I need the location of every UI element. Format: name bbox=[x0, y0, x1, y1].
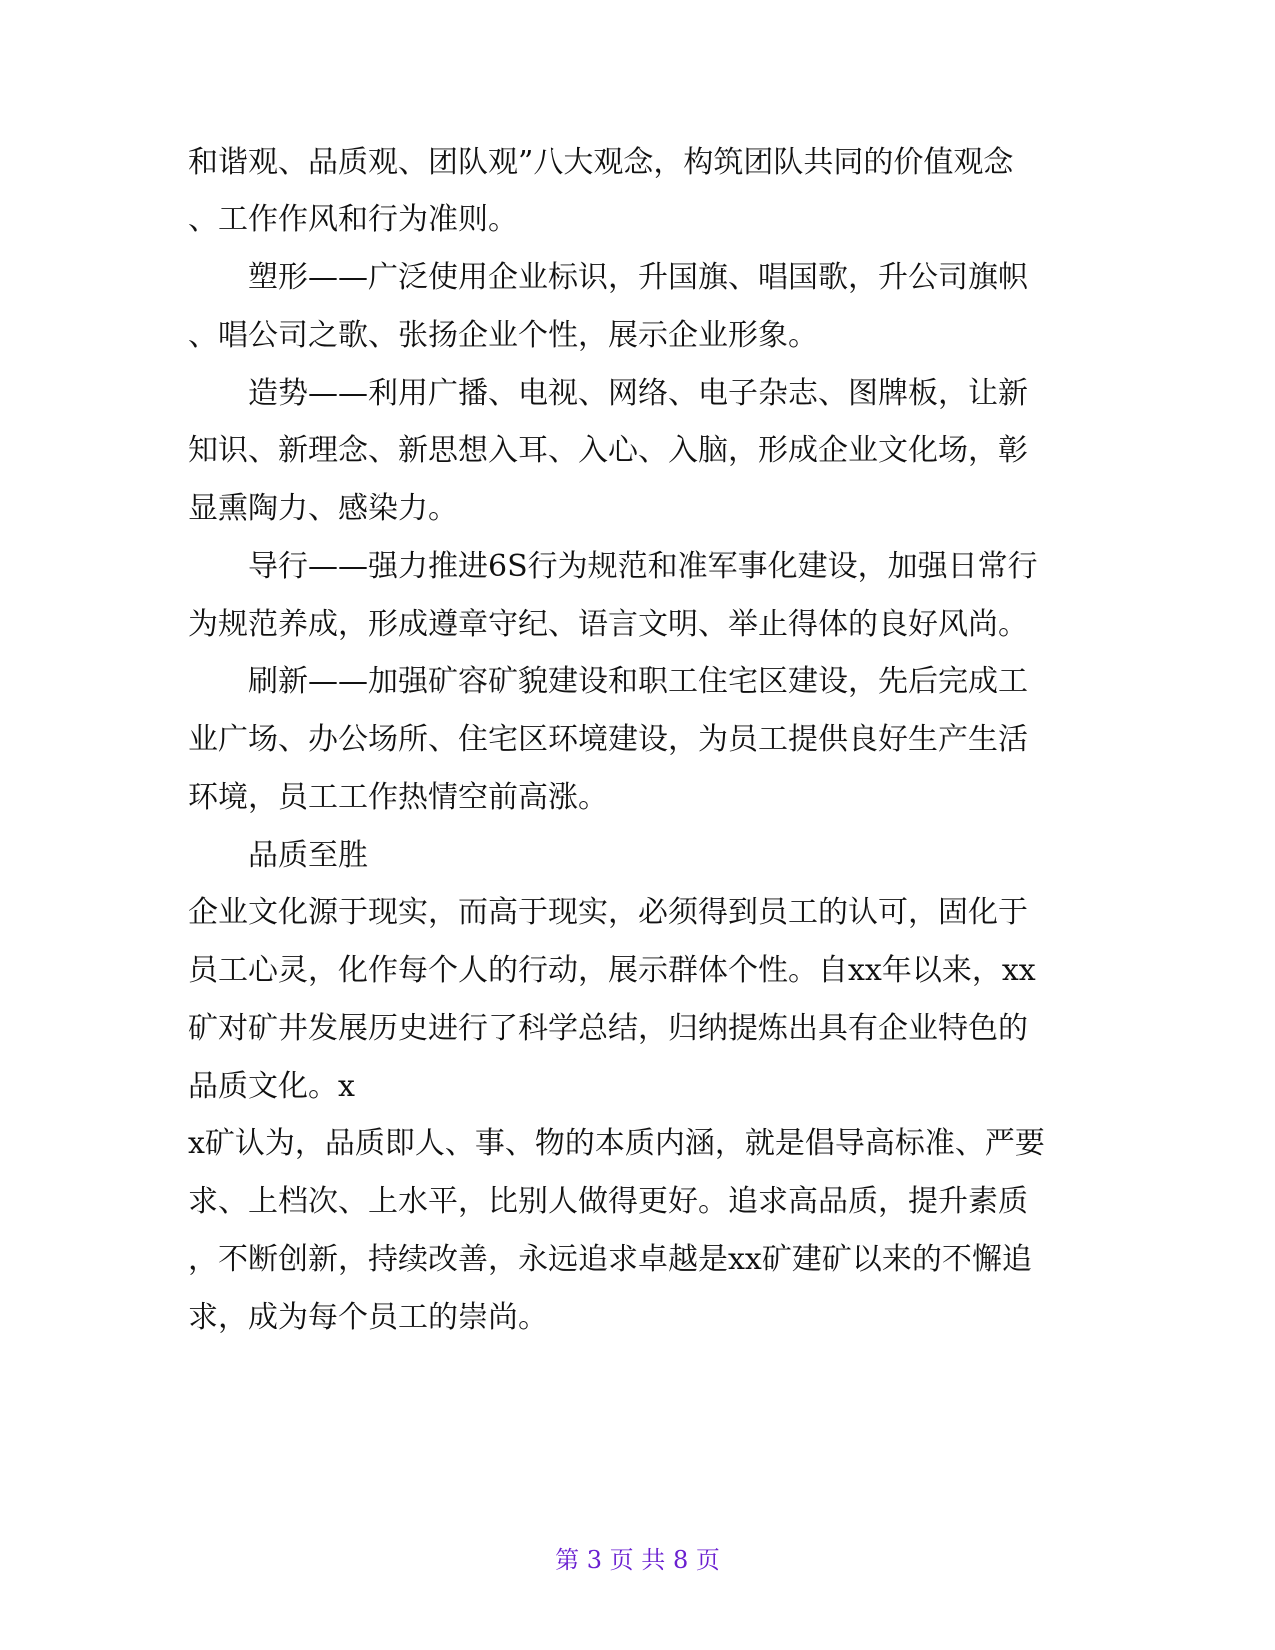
text-line-15: 员工心灵，化作每个人的行动，展示群体个性。自xx年以来，xx bbox=[188, 953, 1036, 988]
text-line-12: 环境，员工工作热情空前高涨。 bbox=[188, 780, 608, 815]
text-line-19: 求、上档次、上水平，比别人做得更好。追求高品质，提升素质 bbox=[188, 1184, 1028, 1219]
text-line-2: 、工作作风和行为准则。 bbox=[188, 202, 518, 237]
page-number-footer: 第 3 页 共 8 页 bbox=[555, 1546, 720, 1574]
text-line-9: 为规范养成，形成遵章守纪、语言文明、举止得体的良好风尚。 bbox=[188, 607, 1028, 642]
text-line-4: 、唱公司之歌、张扬企业个性，展示企业形象。 bbox=[188, 318, 818, 353]
text-line-7: 显熏陶力、感染力。 bbox=[188, 491, 458, 526]
text-line-17: 品质文化。x bbox=[188, 1069, 355, 1104]
text-line-21: 求，成为每个员工的崇尚。 bbox=[188, 1300, 548, 1335]
text-line-18: x矿认为，品质即人、事、物的本质内涵，就是倡导高标准、严要 bbox=[188, 1126, 1045, 1161]
text-line-20: ，不断创新，持续改善，永远追求卓越是xx矿建矿以来的不懈追 bbox=[188, 1242, 1032, 1277]
text-line-11: 业广场、办公场所、住宅区环境建设，为员工提供良好生产生活 bbox=[188, 722, 1028, 757]
text-line-16: 矿对矿井发展历史进行了科学总结，归纳提炼出具有企业特色的 bbox=[188, 1011, 1028, 1046]
text-line-6: 知识、新理念、新思想入耳、入心、入脑，形成企业文化场，彰 bbox=[188, 433, 1028, 468]
text-line-5: 造势——利用广播、电视、网络、电子杂志、图牌板，让新 bbox=[248, 376, 1028, 411]
text-line-1: 和谐观、品质观、团队观”八大观念，构筑团队共同的价值观念 bbox=[188, 145, 1014, 180]
text-line-10: 刷新——加强矿容矿貌建设和职工住宅区建设，先后完成工 bbox=[248, 664, 1028, 699]
text-line-14: 企业文化源于现实，而高于现实，必须得到员工的认可，固化于 bbox=[188, 895, 1028, 930]
text-line-8: 导行——强力推进6S行为规范和准军事化建设，加强日常行 bbox=[248, 549, 1038, 584]
section-heading: 品质至胜 bbox=[248, 838, 368, 873]
text-line-3: 塑形——广泛使用企业标识，升国旗、唱国歌，升公司旗帜 bbox=[248, 260, 1028, 295]
